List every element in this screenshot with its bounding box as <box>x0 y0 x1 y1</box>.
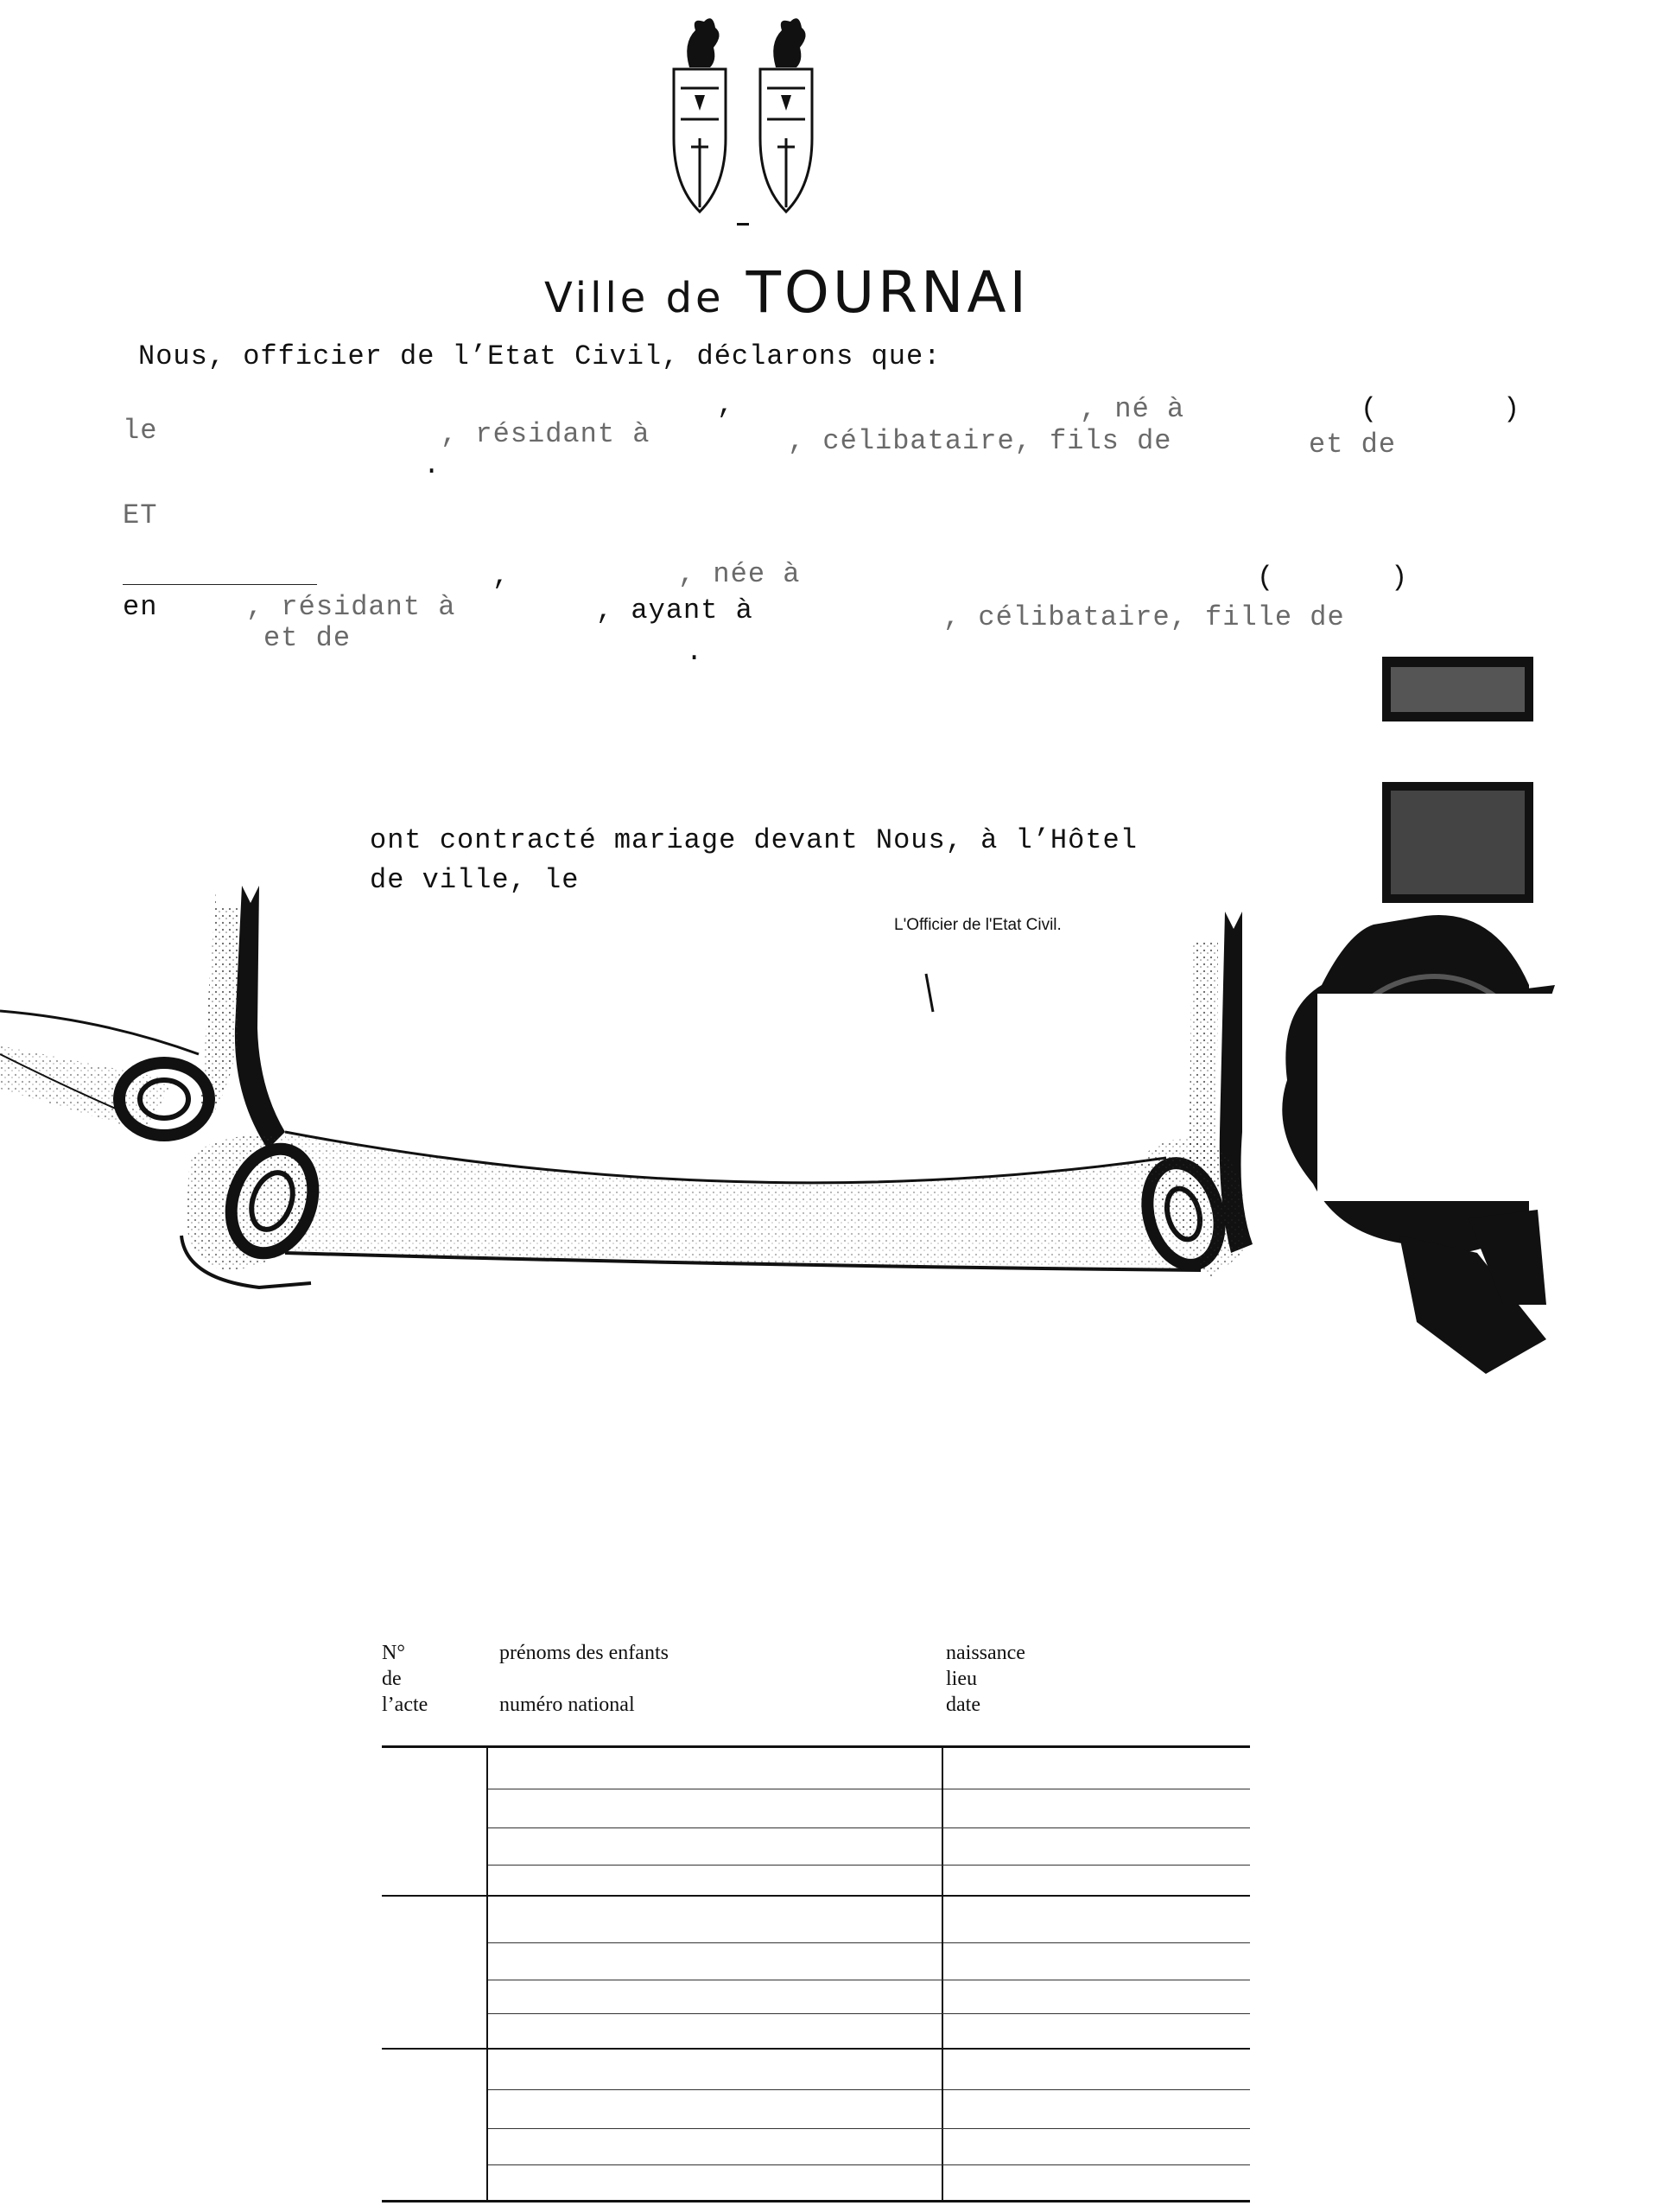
bride-et-de: et de <box>263 622 352 654</box>
et-separator: ET <box>123 499 158 531</box>
intro-text: Nous, officier de l’Etat Civil, déclarons que: <box>138 340 942 372</box>
col-acte-header <box>382 1640 428 1718</box>
col-acte-line-3: l’acte <box>382 1694 428 1716</box>
groom-celibataire: , célibataire, fils de <box>788 425 1172 457</box>
city-title-name: TOURNAI <box>746 259 1030 326</box>
table-row-1-line-b <box>488 1827 1250 1828</box>
table-row-3-line-b <box>488 2128 1250 2129</box>
bride-comma-1: , <box>492 560 511 592</box>
table-row-3-line-c <box>488 2164 1250 2165</box>
city-title-prefix: Ville de <box>544 274 725 322</box>
bride-ayant-a: , ayant à <box>596 594 753 626</box>
groom-comma-1: , <box>717 389 735 421</box>
table-top-rule <box>382 1745 1250 1748</box>
col-acte-line-1: N° <box>382 1642 405 1664</box>
col-naissance-header <box>946 1640 1025 1718</box>
bride-residant-a: , résidant à <box>246 591 456 623</box>
contract-line-1: ont contracté mariage devant Nous, à l’Hôtel <box>370 824 1138 856</box>
table-row-3-line-d <box>943 2089 1250 2090</box>
col-naissance-line-2: lieu <box>946 1668 977 1690</box>
table-row-2-line-d <box>943 1942 1250 1943</box>
table-row-1-rule <box>382 1895 1250 1897</box>
scroll-ornament <box>0 873 1296 1331</box>
col-enfants-line-1: prénoms des enfants <box>499 1642 669 1664</box>
groom-et-de: et de <box>1309 429 1397 461</box>
col-naissance-line-1: naissance <box>946 1642 1025 1664</box>
bride-nee-a: , née à <box>678 558 801 590</box>
groom-dot: . <box>423 449 441 481</box>
col-enfants-line-2: numéro national <box>499 1694 635 1716</box>
coat-of-arms-icon <box>657 9 829 233</box>
table-col-divider-1 <box>486 1745 488 2202</box>
bride-paren-close: ) <box>1391 562 1409 594</box>
table-row-2-line-a <box>488 1942 942 1943</box>
contract-line-2: de ville, le <box>370 864 580 896</box>
table-row-1-line-c <box>488 1865 1250 1866</box>
redaction-box <box>1317 994 1637 1201</box>
bride-en: en <box>123 591 158 623</box>
groom-paren-open: ( <box>1361 393 1379 425</box>
col-naissance-line-3: date <box>946 1694 980 1716</box>
bride-paren-open: ( <box>1257 562 1275 594</box>
bride-celibataire: , célibataire, fille de <box>943 601 1345 633</box>
signature-label: L'Officier de l'Etat Civil. <box>894 916 1062 934</box>
city-title <box>544 259 1030 326</box>
table-row-3-line-a <box>488 2089 942 2090</box>
bride-name-underline <box>123 584 317 585</box>
groom-residant-a: , résidant à <box>441 418 650 450</box>
table-row-2-line-c <box>488 2013 1250 2014</box>
table-bottom-rule <box>382 2200 1250 2202</box>
groom-ne-a: , né à <box>1080 393 1185 425</box>
table-row-2-rule <box>382 2048 1250 2050</box>
bride-dot: . <box>686 636 704 668</box>
table-col-divider-2 <box>942 1745 943 2202</box>
col-acte-line-2: de <box>382 1668 402 1690</box>
groom-le: le <box>123 415 158 447</box>
col-enfants-header <box>499 1640 669 1718</box>
groom-paren-close: ) <box>1503 393 1521 425</box>
